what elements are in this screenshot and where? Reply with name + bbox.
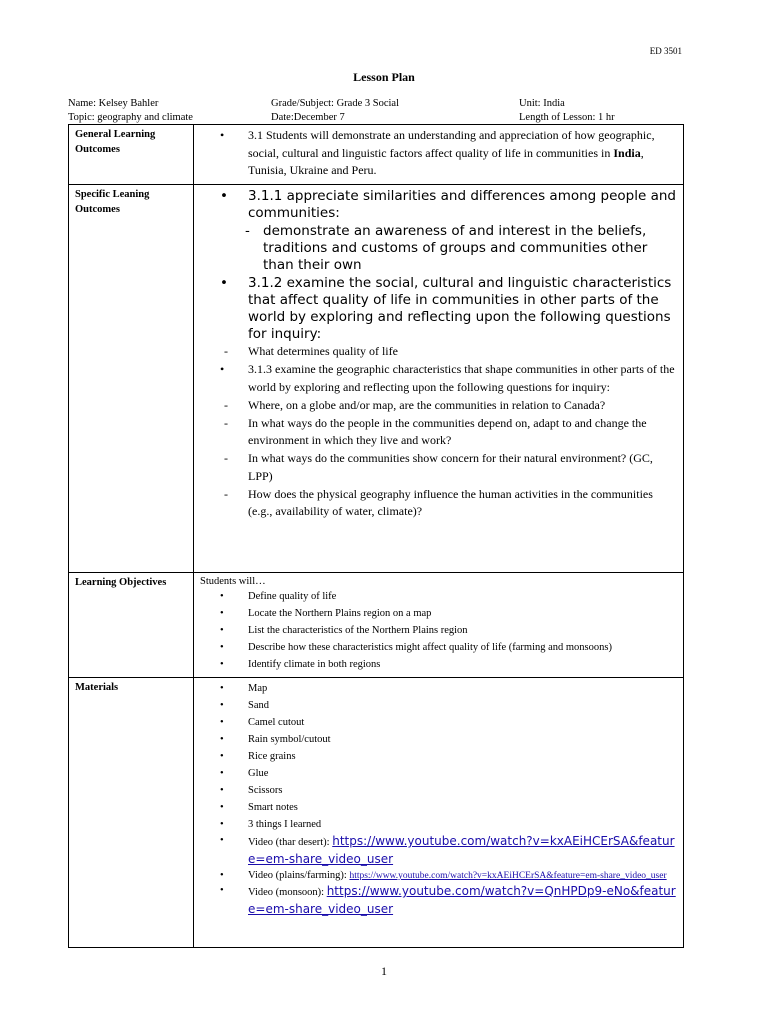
video-label: Video (plains/farming): — [248, 870, 350, 881]
general-outcome-tail: , Tunisia, Ukraine and Peru. — [248, 145, 644, 177]
name-field: Name: Kelsey Bahler — [68, 98, 159, 109]
learning-objectives-cell — [194, 573, 684, 678]
material-item: • Smart notes — [200, 799, 677, 816]
inquiry-question: - In what ways do the people in the communities depend on, adapt to and change the environment in which they live and work? — [200, 415, 677, 450]
materials-row — [69, 678, 684, 948]
topic-field: Topic: geography and climate — [68, 112, 193, 123]
learning-objectives-row — [69, 573, 684, 678]
length-field: Length of Lesson: 1 hr — [519, 112, 615, 123]
material-item: • Camel cutout — [200, 714, 677, 731]
outcome-3-1-1: • 3.1.1 appreciate similarities and differences among people and communities: — [200, 188, 677, 222]
objective-item: • Define quality of life — [200, 588, 677, 605]
course-code: ED 3501 — [649, 46, 682, 56]
inquiry-question: - How does the physical geography influence the human activities in the communities (e.g., availability of water, climate)? — [200, 486, 677, 521]
material-item: • Rain symbol/cutout — [200, 731, 677, 748]
material-item: • Sand — [200, 697, 677, 714]
video-link-plains[interactable]: https://www.youtube.com/watch?v=kxAEiHCErSA&feature=em-share_video_user — [349, 871, 667, 881]
material-item: • Scissors — [200, 782, 677, 799]
specific-outcomes-row — [69, 185, 684, 573]
objective-item: • Locate the Northern Plains region on a map — [200, 605, 677, 622]
inquiry-question: - What determines quality of life — [200, 343, 677, 361]
objective-item: • Identify climate in both regions — [200, 656, 677, 673]
objective-item: • List the characteristics of the Northern Plains region — [200, 622, 677, 639]
inquiry-question: - Where, on a globe and/or map, are the communities in relation to Canada? — [200, 397, 677, 415]
lesson-plan-table — [68, 124, 684, 948]
material-item: • Map — [200, 680, 677, 697]
materials-cell — [194, 678, 684, 948]
materials-label: Materials — [69, 678, 194, 948]
material-item: • Rice grains — [200, 748, 677, 765]
general-outcomes-label: General Learning Outcomes — [69, 125, 194, 185]
learning-objectives-label: Learning Objectives — [69, 573, 194, 678]
general-outcomes-cell — [194, 125, 684, 185]
video-label: Video (monsoon): — [248, 887, 327, 898]
outcome-3-1-2: • 3.1.2 examine the social, cultural and linguistic characteristics that affect quality of life in communities in other parts of the world by exploring and reflecting upon the following questions for inquiry: — [200, 275, 677, 343]
grade-field: Grade/Subject: Grade 3 Social — [271, 98, 399, 109]
material-item: • Glue — [200, 765, 677, 782]
objective-item: • Describe how these characteristics might affect quality of life (farming and monsoons) — [200, 639, 677, 656]
material-video-thar — [200, 833, 677, 869]
inquiry-question: - In what ways do the communities show concern for their natural environment? (GC, LPP) — [200, 450, 677, 485]
material-item: • 3 things I learned — [200, 816, 677, 833]
video-link-monsoon[interactable]: https://www.youtube.com/watch?v=QnHPDp9-eNo&feature=em-share_video_user — [248, 884, 676, 916]
general-outcome-bold: India — [613, 145, 641, 160]
general-outcome-item — [200, 127, 677, 180]
material-video-monsoon — [200, 883, 677, 919]
specific-outcomes-label: Specific Leaning Outcomes — [69, 185, 194, 573]
specific-outcomes-cell — [194, 185, 684, 573]
outcome-3-1-1-sub: - demonstrate an awareness of and interest in the beliefs, traditions and customs of groups and communities other than their own — [200, 223, 677, 274]
video-link-thar[interactable]: https://www.youtube.com/watch?v=kxAEiHCErSA&feature=em-share_video_user — [248, 834, 675, 866]
unit-field: Unit: India — [519, 98, 565, 109]
outcome-3-1-3: • 3.1.3 examine the geographic characteristics that shape communities in other parts of the world by exploring and reflecting upon the following questions for inquiry: — [200, 361, 677, 396]
date-field: Date:December 7 — [271, 112, 345, 123]
material-video-plains — [200, 869, 677, 883]
general-outcomes-row — [69, 125, 684, 185]
objectives-lead: Students will… — [200, 576, 266, 587]
page-title: Lesson Plan — [353, 70, 415, 84]
page-number: 1 — [381, 964, 387, 978]
general-outcome-text: 3.1 Students will demonstrate an understanding and appreciation of how geographic, social, cultural and linguistic factors affect quality of life in communities in — [248, 128, 655, 160]
video-label: Video (thar desert): — [248, 837, 333, 848]
